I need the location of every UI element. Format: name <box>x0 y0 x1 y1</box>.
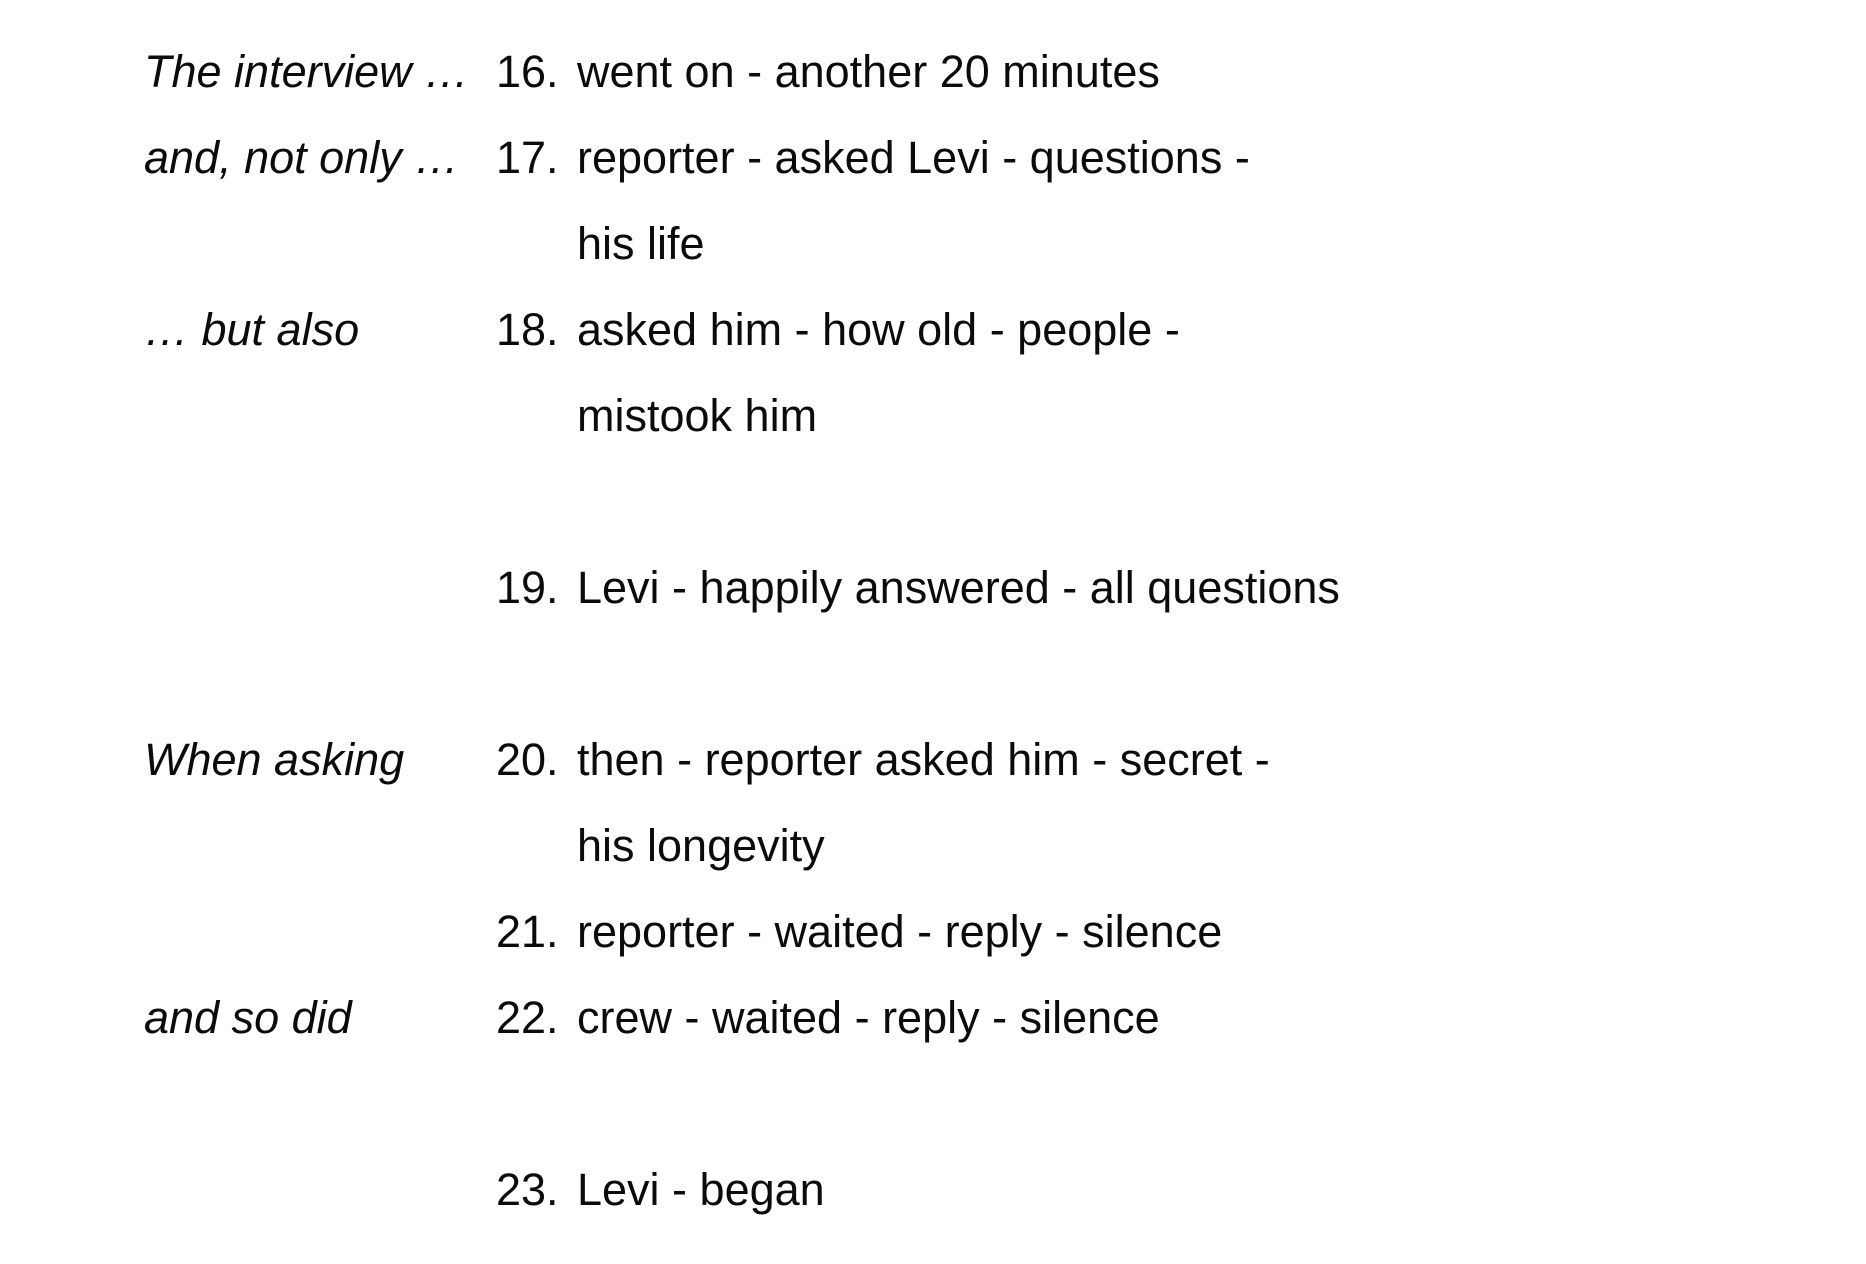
item-text: reporter - asked Levi - questions - <box>577 132 1250 183</box>
cue-label: and so did <box>144 992 352 1043</box>
item-number: 16. <box>496 46 559 97</box>
cue-label: … but also <box>144 304 360 355</box>
item-text: crew - waited - reply - silence <box>577 992 1160 1043</box>
item-line <box>496 975 1866 1061</box>
item-text: asked him - how old - people - <box>577 304 1180 355</box>
item-text: reporter - waited - reply - silence <box>577 906 1223 957</box>
cue-label: When asking <box>144 734 405 785</box>
item-number: 17. <box>496 132 559 183</box>
item-text: his life <box>577 218 705 269</box>
item-number: 19. <box>496 562 559 613</box>
exercise-item-17 <box>144 115 1866 287</box>
cue-label: and, not only … <box>144 132 460 183</box>
exercise-item-21 <box>144 889 1866 975</box>
item-line <box>496 545 1866 631</box>
exercise-item-22 <box>144 975 1866 1061</box>
item-number: 21. <box>496 906 559 957</box>
item-line <box>496 287 1866 373</box>
item-text: mistook him <box>577 390 818 441</box>
item-line <box>496 889 1866 975</box>
item-line-continuation <box>496 803 1866 889</box>
item-text: Levi - began <box>577 1164 825 1215</box>
item-number: 22. <box>496 992 559 1043</box>
item-line-continuation <box>496 373 1866 459</box>
item-text: went on - another 20 minutes <box>577 46 1160 97</box>
item-line <box>496 115 1866 201</box>
item-line <box>496 1147 1866 1233</box>
exercise-item-20 <box>144 717 1866 889</box>
item-number: 18. <box>496 304 559 355</box>
item-line-continuation <box>496 201 1866 287</box>
cue-label: The interview … <box>144 46 470 97</box>
item-line <box>496 717 1866 803</box>
item-number: 20. <box>496 734 559 785</box>
exercise-item-18 <box>144 287 1866 459</box>
item-text: Levi - happily answered - all questions <box>577 562 1340 613</box>
item-number: 23. <box>496 1164 559 1215</box>
exercise-item-16 <box>144 29 1866 115</box>
exercise-item-23 <box>144 1147 1866 1233</box>
item-text: then - reporter asked him - secret - <box>577 734 1270 785</box>
item-text: his longevity <box>577 820 825 871</box>
item-line <box>496 29 1866 115</box>
exercise-item-19 <box>144 545 1866 631</box>
